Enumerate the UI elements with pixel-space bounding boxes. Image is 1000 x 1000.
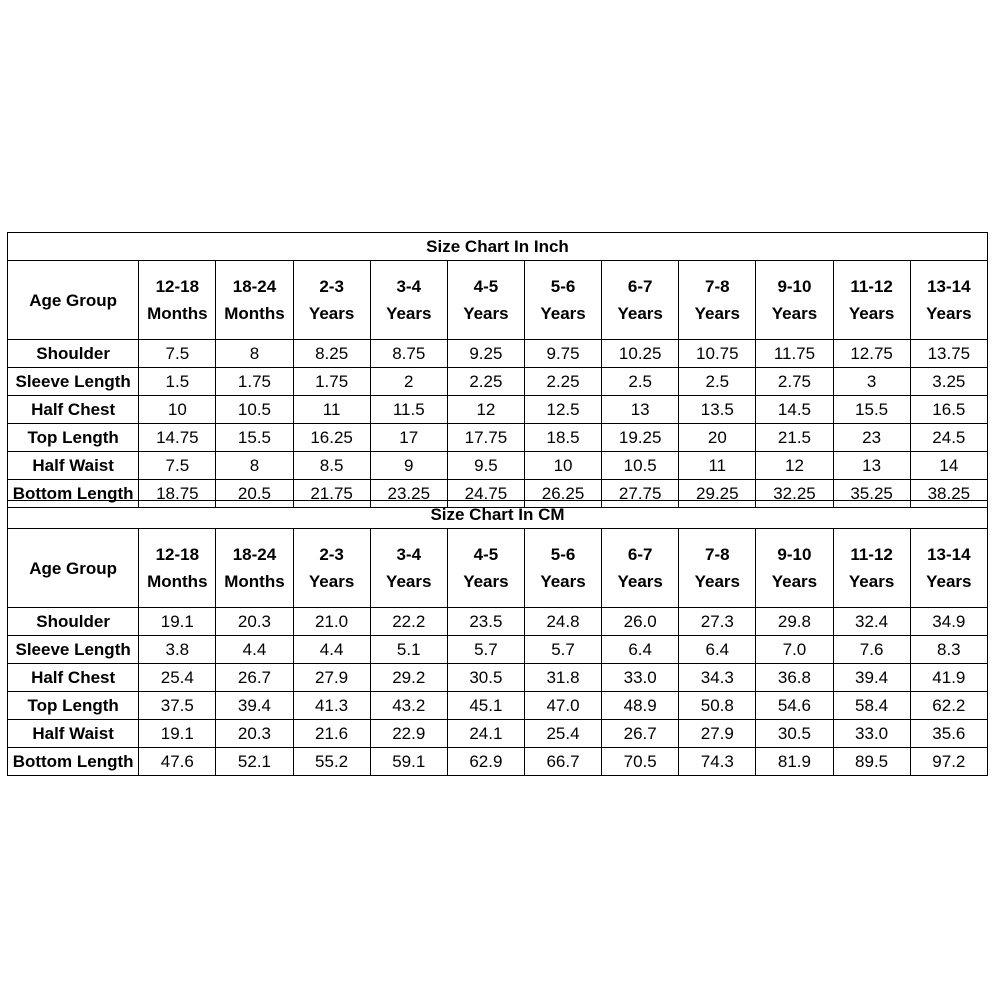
measurement-value: 15.5 [833, 396, 910, 424]
age-unit-label: Years [848, 572, 895, 591]
age-column-header [756, 529, 833, 608]
age-unit-label: Years [540, 304, 586, 323]
measurement-value: 12 [447, 396, 524, 424]
measurement-value: 39.4 [216, 692, 293, 720]
age-unit-label: Years [308, 572, 355, 591]
measurement-value: 16.5 [910, 396, 987, 424]
measurement-value: 7.0 [756, 636, 833, 664]
measurement-value: 37.5 [139, 692, 216, 720]
measurement-value: 24.1 [447, 720, 524, 748]
measurement-label: Top Length [8, 692, 139, 720]
measurement-label: Half Waist [8, 720, 139, 748]
measurement-value: 14.75 [139, 424, 216, 452]
age-column-header [679, 529, 756, 608]
table-row [8, 692, 988, 720]
age-unit-label: Years [771, 304, 818, 323]
measurement-value: 59.1 [370, 748, 447, 776]
measurement-value: 18.5 [524, 424, 601, 452]
age-range-label: 5-6 [550, 277, 576, 296]
measurement-value: 97.2 [910, 748, 987, 776]
measurement-value: 9.25 [447, 340, 524, 368]
measurement-value: 54.6 [756, 692, 833, 720]
size-chart-cm-table [7, 500, 988, 776]
measurement-value: 66.7 [524, 748, 601, 776]
age-column-header [216, 529, 293, 608]
measurement-label: Bottom Length [8, 480, 139, 508]
measurement-value: 26.7 [602, 720, 679, 748]
age-unit-label: Years [463, 572, 509, 591]
age-unit-label: Years [540, 572, 586, 591]
age-unit-label: Years [926, 304, 972, 323]
measurement-value: 33.0 [833, 720, 910, 748]
age-unit-label: Months [224, 304, 285, 323]
corner-header: Age Group [8, 529, 139, 608]
measurement-value: 32.25 [756, 480, 833, 508]
measurement-value: 62.2 [910, 692, 987, 720]
table-row [8, 608, 988, 636]
age-column-header [139, 261, 216, 340]
measurement-value: 13.75 [910, 340, 987, 368]
measurement-value: 55.2 [293, 748, 370, 776]
age-column-header [370, 529, 447, 608]
age-column-header [910, 529, 987, 608]
table-row [8, 748, 988, 776]
measurement-label: Sleeve Length [8, 368, 139, 396]
measurement-value: 52.1 [216, 748, 293, 776]
measurement-value: 1.75 [216, 368, 293, 396]
measurement-value: 11.75 [756, 340, 833, 368]
measurement-value: 2.25 [524, 368, 601, 396]
measurement-value: 18.75 [139, 480, 216, 508]
age-range-label: 4-5 [473, 277, 499, 296]
age-range-label: 12-18 [155, 277, 200, 296]
measurement-value: 26.25 [524, 480, 601, 508]
measurement-value: 10 [524, 452, 601, 480]
measurement-value: 36.8 [756, 664, 833, 692]
measurement-value: 31.8 [524, 664, 601, 692]
measurement-value: 39.4 [833, 664, 910, 692]
measurement-value: 12.5 [524, 396, 601, 424]
corner-header: Age Group [8, 261, 139, 340]
age-range-label: 6-7 [627, 277, 653, 296]
age-range-label: 2-3 [319, 545, 344, 564]
age-range-label: 12-18 [155, 545, 200, 564]
age-column-header [447, 261, 524, 340]
measurement-value: 3 [833, 368, 910, 396]
measurement-value: 23.5 [447, 608, 524, 636]
measurement-value: 10 [139, 396, 216, 424]
measurement-value: 8.3 [910, 636, 987, 664]
measurement-value: 19.25 [602, 424, 679, 452]
measurement-value: 8 [216, 452, 293, 480]
measurement-label: Half Chest [8, 664, 139, 692]
measurement-value: 9 [370, 452, 447, 480]
age-range-label: 6-7 [627, 545, 653, 564]
measurement-value: 38.25 [910, 480, 987, 508]
measurement-value: 13.5 [679, 396, 756, 424]
age-column-header [139, 529, 216, 608]
measurement-value: 4.4 [293, 636, 370, 664]
table-title: Size Chart In CM [8, 501, 988, 529]
measurement-value: 25.4 [524, 720, 601, 748]
measurement-value: 12 [756, 452, 833, 480]
measurement-value: 2.5 [602, 368, 679, 396]
measurement-value: 20.3 [216, 608, 293, 636]
measurement-value: 43.2 [370, 692, 447, 720]
age-unit-label: Years [308, 304, 355, 323]
measurement-value: 6.4 [602, 636, 679, 664]
measurement-value: 2.75 [756, 368, 833, 396]
age-range-label: 11-12 [850, 277, 893, 296]
measurement-label: Top Length [8, 424, 139, 452]
measurement-value: 21.5 [756, 424, 833, 452]
measurement-value: 9.5 [447, 452, 524, 480]
measurement-value: 23.25 [370, 480, 447, 508]
age-column-header [216, 261, 293, 340]
age-unit-label: Years [386, 304, 432, 323]
measurement-value: 7.5 [139, 340, 216, 368]
size-chart-inch-table [7, 232, 988, 508]
age-unit-label: Years [694, 304, 741, 323]
table-row [8, 452, 988, 480]
measurement-value: 19.1 [139, 720, 216, 748]
measurement-value: 30.5 [447, 664, 524, 692]
measurement-value: 30.5 [756, 720, 833, 748]
age-column-header [756, 261, 833, 340]
measurement-value: 20 [679, 424, 756, 452]
measurement-value: 47.6 [139, 748, 216, 776]
measurement-value: 19.1 [139, 608, 216, 636]
age-unit-label: Months [224, 572, 285, 591]
age-range-label: 7-8 [705, 277, 730, 296]
age-column-header [293, 529, 370, 608]
age-column-header [524, 529, 601, 608]
measurement-value: 41.9 [910, 664, 987, 692]
measurement-value: 29.25 [679, 480, 756, 508]
age-column-header [602, 261, 679, 340]
measurement-value: 8.5 [293, 452, 370, 480]
measurement-value: 2 [370, 368, 447, 396]
measurement-value: 8.75 [370, 340, 447, 368]
measurement-value: 14 [910, 452, 987, 480]
age-unit-label: Years [617, 572, 663, 591]
measurement-value: 26.0 [602, 608, 679, 636]
measurement-value: 24.5 [910, 424, 987, 452]
table-row [8, 664, 988, 692]
measurement-value: 13 [833, 452, 910, 480]
age-range-label: 2-3 [319, 277, 344, 296]
age-unit-label: Years [771, 572, 818, 591]
measurement-label: Bottom Length [8, 748, 139, 776]
age-unit-label: Years [848, 304, 895, 323]
table-row [8, 368, 988, 396]
measurement-value: 27.75 [602, 480, 679, 508]
measurement-value: 1.75 [293, 368, 370, 396]
measurement-value: 13 [602, 396, 679, 424]
measurement-value: 11 [679, 452, 756, 480]
age-range-label: 5-6 [550, 545, 576, 564]
measurement-value: 3.8 [139, 636, 216, 664]
measurement-value: 29.8 [756, 608, 833, 636]
measurement-value: 14.5 [756, 396, 833, 424]
age-unit-label: Years [386, 572, 432, 591]
measurement-value: 2.25 [447, 368, 524, 396]
measurement-value: 35.6 [910, 720, 987, 748]
measurement-value: 20.5 [216, 480, 293, 508]
measurement-value: 24.75 [447, 480, 524, 508]
measurement-value: 33.0 [602, 664, 679, 692]
measurement-value: 27.3 [679, 608, 756, 636]
measurement-value: 34.3 [679, 664, 756, 692]
measurement-value: 45.1 [447, 692, 524, 720]
age-range-label: 4-5 [473, 545, 499, 564]
measurement-value: 10.5 [602, 452, 679, 480]
measurement-value: 11 [293, 396, 370, 424]
age-range-label: 13-14 [927, 277, 971, 296]
table-title: Size Chart In Inch [8, 233, 988, 261]
measurement-value: 74.3 [679, 748, 756, 776]
age-range-label: 11-12 [850, 545, 893, 564]
measurement-value: 21.6 [293, 720, 370, 748]
measurement-value: 15.5 [216, 424, 293, 452]
age-column-header [602, 529, 679, 608]
age-column-header [910, 261, 987, 340]
age-unit-label: Months [147, 304, 208, 323]
measurement-value: 4.4 [216, 636, 293, 664]
measurement-label: Shoulder [8, 340, 139, 368]
age-range-label: 18-24 [232, 545, 277, 564]
measurement-label: Sleeve Length [8, 636, 139, 664]
measurement-label: Shoulder [8, 608, 139, 636]
age-unit-label: Years [694, 572, 740, 591]
measurement-value: 48.9 [602, 692, 679, 720]
age-column-header [524, 261, 601, 340]
table-row [8, 636, 988, 664]
measurement-value: 35.25 [833, 480, 910, 508]
measurement-value: 10.5 [216, 396, 293, 424]
table-row [8, 396, 988, 424]
table-row [8, 720, 988, 748]
measurement-value: 89.5 [833, 748, 910, 776]
measurement-value: 10.75 [679, 340, 756, 368]
age-range-label: 3-4 [396, 545, 422, 564]
measurement-label: Half Waist [8, 452, 139, 480]
measurement-value: 20.3 [216, 720, 293, 748]
measurement-value: 22.2 [370, 608, 447, 636]
measurement-value: 6.4 [679, 636, 756, 664]
age-range-label: 3-4 [396, 277, 422, 296]
measurement-value: 58.4 [833, 692, 910, 720]
age-unit-label: Years [463, 304, 509, 323]
measurement-value: 16.25 [293, 424, 370, 452]
measurement-value: 34.9 [910, 608, 987, 636]
measurement-value: 24.8 [524, 608, 601, 636]
measurement-value: 27.9 [293, 664, 370, 692]
age-column-header [370, 261, 447, 340]
age-column-header [833, 261, 910, 340]
measurement-value: 3.25 [910, 368, 987, 396]
measurement-value: 10.25 [602, 340, 679, 368]
measurement-value: 81.9 [756, 748, 833, 776]
measurement-value: 21.0 [293, 608, 370, 636]
measurement-value: 25.4 [139, 664, 216, 692]
measurement-value: 21.75 [293, 480, 370, 508]
measurement-value: 8.25 [293, 340, 370, 368]
measurement-value: 17 [370, 424, 447, 452]
measurement-value: 7.6 [833, 636, 910, 664]
measurement-value: 27.9 [679, 720, 756, 748]
age-column-header [447, 529, 524, 608]
measurement-value: 17.75 [447, 424, 524, 452]
table-row [8, 424, 988, 452]
age-range-label: 7-8 [705, 545, 730, 564]
measurement-value: 47.0 [524, 692, 601, 720]
age-unit-label: Years [617, 304, 663, 323]
age-range-label: 18-24 [232, 277, 277, 296]
age-range-label: 9-10 [777, 277, 812, 296]
age-unit-label: Months [147, 572, 208, 591]
measurement-value: 5.1 [370, 636, 447, 664]
age-column-header [679, 261, 756, 340]
age-unit-label: Years [926, 572, 972, 591]
measurement-value: 22.9 [370, 720, 447, 748]
table-row [8, 340, 988, 368]
age-range-label: 9-10 [777, 545, 812, 564]
measurement-value: 5.7 [524, 636, 601, 664]
age-column-header [293, 261, 370, 340]
measurement-value: 8 [216, 340, 293, 368]
measurement-value: 12.75 [833, 340, 910, 368]
measurement-value: 41.3 [293, 692, 370, 720]
measurement-value: 26.7 [216, 664, 293, 692]
measurement-value: 7.5 [139, 452, 216, 480]
measurement-value: 62.9 [447, 748, 524, 776]
measurement-value: 32.4 [833, 608, 910, 636]
measurement-value: 9.75 [524, 340, 601, 368]
measurement-value: 2.5 [679, 368, 756, 396]
measurement-value: 5.7 [447, 636, 524, 664]
age-column-header [833, 529, 910, 608]
measurement-value: 29.2 [370, 664, 447, 692]
measurement-label: Half Chest [8, 396, 139, 424]
measurement-value: 23 [833, 424, 910, 452]
measurement-value: 11.5 [370, 396, 447, 424]
age-range-label: 13-14 [927, 545, 971, 564]
measurement-value: 50.8 [679, 692, 756, 720]
measurement-value: 1.5 [139, 368, 216, 396]
measurement-value: 70.5 [602, 748, 679, 776]
